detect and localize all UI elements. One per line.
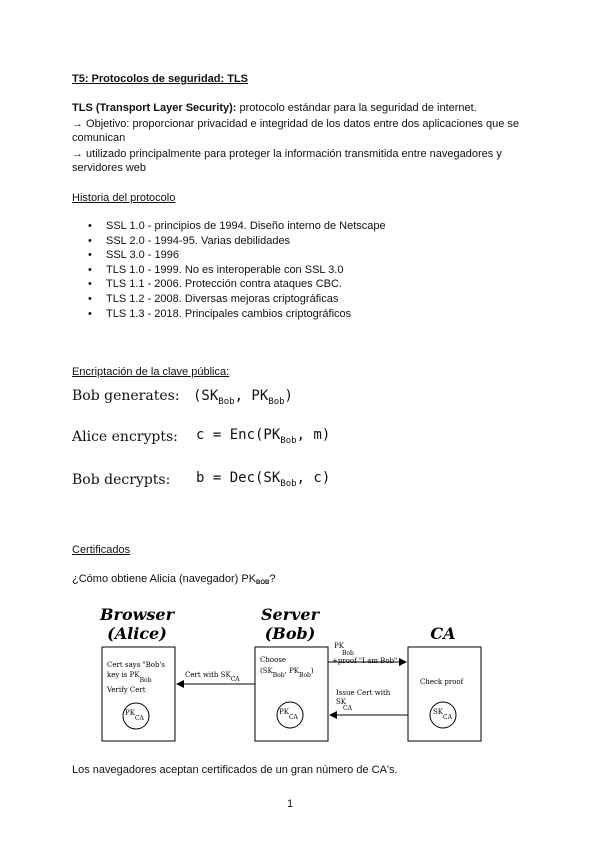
arrow-cert-label [185, 671, 240, 683]
intro-term: TLS (Transport Layer Security): [72, 102, 237, 114]
list-item: • SSL 2.0 - 1994-95. Varias debilidades [88, 234, 386, 249]
row2-end: , m) [296, 427, 331, 443]
row3-label: Bob decrypts: [72, 472, 171, 488]
server-circle-sub: CA [288, 714, 298, 721]
intro-definition-text: protocolo estándar para la seguridad de internet. [236, 102, 477, 114]
history-list [88, 219, 386, 321]
browser-line2-text: key is PK [107, 671, 140, 679]
browser-circle-sub: CA [134, 715, 144, 722]
row1-b: , PK [234, 388, 269, 404]
row2-a-sub: Bob [280, 435, 297, 446]
server-line2-sub1: Bob [272, 672, 285, 679]
arrow-issue-text: SK [336, 698, 347, 706]
list-item: • TLS 1.0 - 1999. No es interoperable con SSL 3.0 [88, 263, 386, 278]
arrow-proof-label: +proof "I am Bob" [332, 657, 398, 665]
server-title-1: Server [260, 605, 320, 624]
browser-line1: Cert says "Bob's [107, 661, 165, 669]
list-item: • TLS 1.3 - 2018. Principales cambios criptográficos [88, 307, 386, 322]
history-heading: Historia del protocolo [72, 192, 176, 204]
certificate-diagram [80, 600, 530, 750]
arrow-cert-sub: CA [230, 676, 240, 683]
browser-title-2: (Alice) [107, 624, 167, 643]
server-line2-sub2: Bob [299, 672, 311, 679]
pubkey-heading: Encriptación de la clave pública: [72, 366, 230, 378]
arrow-issue-label-2 [336, 698, 353, 712]
intro-objective-line2: comunican [72, 132, 126, 144]
row3-expr [196, 470, 330, 489]
intro-objective-line1: → Objetivo: proporcionar privacidad e integridad de los datos entre dos aplicaciones que se [72, 118, 519, 130]
browser-line2-sub: Bob [139, 677, 152, 684]
page-number: 1 [287, 798, 294, 810]
server-circle-label: PK [279, 708, 289, 716]
browser-line3: Verify Cert [107, 686, 146, 694]
ca-circle-label: SK [433, 708, 444, 716]
certs-question-text: ¿Cómo obtiene Alicia (navegador) PK [72, 573, 257, 585]
intro-usage-line1: → utilizado principalmente para proteger la información transmitida entre navegadores y [72, 148, 502, 160]
row3-end: , c) [296, 470, 331, 486]
server-line1: Choose [260, 656, 287, 664]
list-item: • TLS 1.2 - 2008. Diversas mejoras criptográficas [88, 292, 386, 307]
row1-label: Bob generates: [72, 388, 180, 404]
arrow-pk-sub: Bob [342, 650, 354, 657]
row2-label: Alice encrypts: [72, 429, 178, 445]
server-title-2: (Bob) [264, 624, 316, 643]
intro-definition [72, 101, 477, 115]
row3-a-sub: Bob [280, 478, 297, 489]
ca-circle-sub: CA [443, 714, 452, 721]
row1-b-sub: Bob [268, 396, 285, 407]
arrow-pk-label [334, 642, 354, 657]
arrow-issue-label: Issue Cert with [336, 689, 391, 697]
certs-footer-note: Los navegadores aceptan certificados de un gran número de CA's. [72, 764, 398, 776]
ca-title: CA [430, 624, 456, 643]
row1-a-sub: Bob [218, 396, 235, 407]
row2-expr [196, 427, 330, 446]
server-line2-end: ) [310, 667, 314, 675]
row1-a: (SK [193, 388, 219, 404]
server-line2-a: (SK [260, 667, 273, 675]
arrow-pk-text: PK [334, 642, 344, 650]
list-item: • SSL 3.0 - 1996 [88, 248, 386, 263]
row3-a: b = Dec(SK [196, 470, 281, 486]
certs-heading: Certificados [72, 544, 131, 556]
row1-expr [193, 388, 293, 407]
list-item: • SSL 1.0 - principios de 1994. Diseño interno de Netscape [88, 219, 386, 234]
browser-title-1: Browser [99, 605, 175, 624]
server-line2-mid: , PK [284, 667, 300, 675]
list-item: • TLS 1.1 - 2006. Protección contra ataques CBC. [88, 277, 386, 292]
certs-question-end: ? [269, 573, 276, 585]
intro-usage-line2: servidores web [72, 162, 146, 174]
browser-circle-label: PK [125, 709, 135, 717]
ca-box [408, 647, 481, 741]
certs-question-sub: BOB [256, 580, 270, 586]
arrow-cert-text: Cert with SK [185, 671, 231, 679]
arrow-issue-sub: CA [343, 705, 352, 712]
row2-a: c = Enc(PK [196, 427, 281, 443]
certs-question [72, 572, 276, 590]
ca-line1: Check proof [420, 678, 464, 686]
page-title: T5: Protocolos de seguridad: TLS [72, 73, 249, 85]
row1-end: ) [284, 388, 293, 404]
